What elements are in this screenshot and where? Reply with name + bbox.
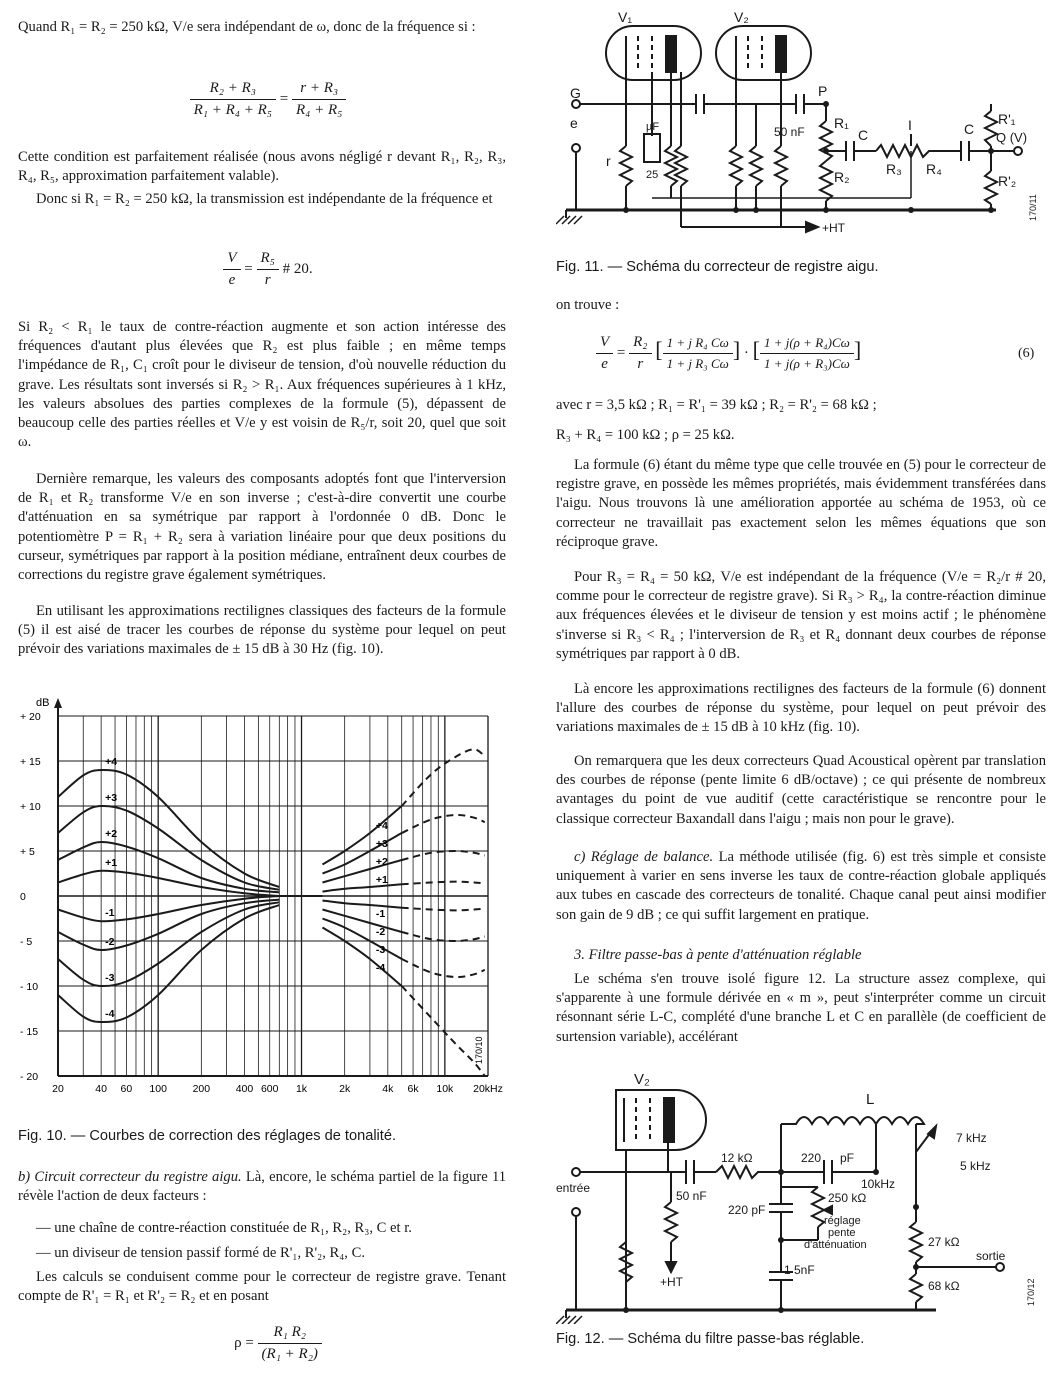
bass-curve-label: -1 <box>105 907 115 920</box>
label-pente: pente <box>828 1227 856 1239</box>
tube-anode <box>664 1098 674 1142</box>
label-e: e <box>570 115 578 131</box>
treble-curve-dashed <box>402 749 485 806</box>
eq2-lhs-numerator: V <box>223 250 240 270</box>
bass-curve-label: +1 <box>105 856 118 869</box>
label-v2: V₂ <box>734 9 749 25</box>
label-reglage: réglage <box>824 1215 861 1227</box>
treble-curve-dashed <box>402 851 485 860</box>
paragraph-5: Dernière remarque, les valeurs des composants adoptés font que l'interversion de R₁ et R₂ transforme V/e en son inverse ; c'est-à-dire convertit une courbe d'atténuation en sa symétrique par rapport à l'ordonnée 0 dB. Donc le potentiomètre P = R₁ + R₂ sera à variation linéaire pour que deux positions du curseur, symétriques par rapport à la position médiane, entraînent deux courbes de corrections du registre grave également symétriques. <box>18 471 506 584</box>
section-heading-3: 3. Filtre passe-bas à pente d'atténuation réglable <box>574 947 862 963</box>
resistor-r1 <box>820 121 832 161</box>
label-10khz: 10kHz <box>861 1177 896 1191</box>
label-p: P <box>818 83 828 99</box>
bullet-1: — une chaîne de contre-réaction constituée de R₁, R₂, R₃, C et r. <box>36 1220 412 1236</box>
inductor-l <box>781 1117 924 1124</box>
eq6-b-denominator: 1 + j R₃ Cω <box>666 356 729 371</box>
label-sortie: sortie <box>976 1249 1006 1263</box>
label-g: G <box>570 85 581 101</box>
right-paragraph-7: On remarquera que les deux correcteurs Quad Acoustical opèrent par translation des courbes de réponse (pente limite 6 dB/octave) ; ce qui présente de nombreux avantages du point de vue auditif (cette caractéristique se rencontre pour le classique correcteur Baxandall dans l'aigu ; mais non pour le grave). <box>556 753 1046 827</box>
treble-curve-dashed <box>402 932 485 941</box>
eq6-a-numerator: R₂ <box>629 334 651 354</box>
anode-resistor-v2 <box>775 146 787 186</box>
ht-arrow <box>666 1262 676 1272</box>
treble-curve-label: +2 <box>375 856 388 868</box>
paragraph-4: Si R₂ < R₁ le taux de contre-réaction augmente et son action intéresse des fréquences d'autant plus élevées que R₂ est plus faible ; en même temps l'impédance de R₁, C₁ croît pour le diviseur de tension, d'où nouvelle réduction du grave. Les résultats sont inversés si R₂ > R₁. Aux fréquences supérieures à 1 kHz, les valeurs absolues des parties complexes de la formule (5), dépassent de beaucoup celle des parties réelles et V/e y est voisin de R₅/r, soit 20, quel que soit ω. <box>18 319 506 451</box>
right-paragraph-8-heading: c) Réglage de balance. <box>574 849 714 865</box>
tube-v2 <box>616 1090 706 1150</box>
equation-1: $\frac{\text{R₂ + R₃}}{\text{R₁ + R₄ + R₅}}$ = $\frac{\text{r + R₃}}{\text{R₄ + R₅}}$ <box>138 80 398 119</box>
y-tick-label: - 5 <box>20 936 33 948</box>
treble-curve-label: -4 <box>375 962 386 974</box>
right-paragraph-5: Pour R₃ = R₄ = 50 kΩ, V/e est indépendant de la fréquence (V/e = R₂/r # 20, comme pour le correcteur de registre grave). Si R₃ > R₄, la contre-réaction diminue aux fréquences élevées et le diviseur de tension y est moins actif ; le phénomène s'inverse si R₃ < R₄ ; l'interversion de R₃ et R₄ donnant deux courbes de réponse symétriques par rapport à 0 dB. <box>556 569 1046 662</box>
fig11-caption: Fig. 11. — Schéma du correcteur de registre aigu. <box>556 259 879 275</box>
label-1-5nf: 1 5nF <box>784 1263 815 1277</box>
treble-curve <box>322 901 401 908</box>
ground-hatch <box>556 1316 582 1324</box>
label-250k: 250 kΩ <box>828 1191 867 1205</box>
label-c-right: C <box>964 121 975 137</box>
resistor-r2 <box>820 161 832 201</box>
resistor-12k <box>716 1166 781 1178</box>
treble-curve <box>322 910 401 933</box>
y-tick-label: + 10 <box>20 801 41 813</box>
eq6-c-denominator: 1 + j(ρ + R₃)Cω <box>763 356 850 371</box>
paragraph-2: Cette condition est parfaitement réalisée (nous avons négligé r devant R₁, R₂, R₃, R₄, R₅, approximation parfaitement valable). <box>18 149 506 185</box>
label-v1: V₁ <box>618 9 633 25</box>
eq1-lhs-denominator: R₁ + R₄ + R₅ <box>193 102 273 118</box>
label-220: 220 <box>801 1151 822 1165</box>
label-68k: 68 kΩ <box>928 1279 960 1293</box>
fig12-schematic <box>556 1062 1046 1324</box>
pot-250k <box>812 1187 824 1227</box>
paragraph-1: Quand R₁ = R₂ = 250 kΩ, V/e sera indépendant de ω, donc de la fréquence si : <box>18 19 476 35</box>
label-50nf: 50 nF <box>774 125 805 139</box>
right-paragraph-8 <box>556 848 1046 925</box>
response-curve-chart <box>18 690 508 1115</box>
label-r1: R₁ <box>834 115 849 131</box>
x-tick-label: 40 <box>95 1083 107 1095</box>
eq2-lhs-denominator: e <box>228 272 236 288</box>
eq6-lhs-denominator: e <box>601 356 608 372</box>
label-25: 25 <box>646 169 659 181</box>
equation-3 <box>198 1324 358 1363</box>
y-tick-label: - 20 <box>20 1071 39 1083</box>
chart-curves <box>58 749 485 1076</box>
bass-curve-label: +2 <box>105 828 118 840</box>
treble-curve-dashed <box>402 882 485 885</box>
grid-resistor-v2 <box>750 146 762 186</box>
tube-v2 <box>716 26 811 80</box>
label-r2: R₂ <box>834 169 850 185</box>
paragraph-3: Donc si R₁ = R₂ = 250 kΩ, la transmission est indépendante de la fréquence et <box>36 191 493 207</box>
eq3-denominator: (R₁ + R₂) <box>261 1346 318 1362</box>
treble-curve <box>322 860 401 883</box>
resistor-27k <box>910 1222 922 1262</box>
x-tick-label: 2k <box>339 1083 351 1095</box>
eq3-lhs: ρ = <box>234 1334 254 1351</box>
paragraph-7-heading: b) Circuit correcteur du registre aigu. <box>18 1169 242 1185</box>
y-tick-label: + 5 <box>20 846 35 858</box>
paragraph-6: En utilisant les approximations rectilignes classiques des facteurs de la formule (5) il est aisé de tracer les courbes de réponse du système pour lequel on peut prévoir des variations maximales de ± 15 dB à 30 Hz (fig. 10). <box>18 603 506 658</box>
right-paragraph-8-body: La méthode utilisée (fig. 6) est très simple et consiste uniquement à varier en sens inverse les taux de contre-réaction globale appliqués aux tubes en cascade des correcteurs de tonalité. Chaque canal peut ainsi modifier son gain de 9 dB ; ce qui suffit largement en pratique. <box>556 849 1046 923</box>
bass-curve <box>58 842 279 892</box>
label-uf: µF <box>646 121 660 133</box>
y-tick-label: - 15 <box>20 1026 39 1038</box>
paragraph-7-body: Là, encore, le schéma partiel de la figure 11 révèle l'action de deux facteurs : <box>18 1169 506 1205</box>
eq1-rhs-numerator: r + R₃ <box>292 80 346 100</box>
eq2-rhs-denominator: r <box>264 272 271 288</box>
right-paragraph-2: avec r = 3,5 kΩ ; R₁ = R'₁ = 39 kΩ ; R₂ = R'₂ = 68 kΩ ; <box>556 397 877 413</box>
label-50nf: 50 nF <box>676 1189 707 1203</box>
ht-arrow <box>806 222 818 232</box>
eq2-approx: # 20. <box>282 260 313 277</box>
label-entree: entrée <box>556 1181 591 1195</box>
y-tick-label: + 20 <box>20 711 41 723</box>
resistor-r <box>620 146 632 186</box>
treble-curve-label: -1 <box>375 908 386 920</box>
fig10-caption: Fig. 10. — Courbes de correction des réglages de tonalité. <box>18 1128 397 1144</box>
label-pf: pF <box>840 1151 855 1165</box>
input-terminal-e <box>572 144 580 152</box>
label-ht: +HT <box>822 221 846 235</box>
x-tick-label: 20kHz <box>473 1083 503 1095</box>
right-paragraph-4: La formule (6) étant du même type que celle trouvée en (5) pour le correcteur de registre grave, en possède les mêmes propriétés, mais évidemment transférées dans l'aigu. Nous trouvons là une amélioration apportée au schéma de 1953, où ce correcteur ne travaillait pas exactement selon les mêmes équations que son réciproque grave. <box>556 457 1046 550</box>
bass-curve <box>58 905 279 1022</box>
treble-curve-dashed <box>402 959 485 977</box>
eq3-numerator: R₁ R₂ <box>258 1324 322 1344</box>
right-paragraph-1: on trouve : <box>556 297 620 313</box>
label-7khz: 7 kHz <box>956 1131 987 1145</box>
right-paragraph-6: Là encore les approximations rectilignes des facteurs de la formule (6) donnent l'allure des courbes de réponse du système, pour lequel on peut prévoir des variations maximales de ± 15 dB à 10 kHz (fig. 10). <box>556 681 1046 736</box>
x-tick-label: 6k <box>407 1083 419 1095</box>
pot-wiper <box>824 1206 832 1214</box>
fig10-ref: 170/10 <box>474 1036 484 1064</box>
capacitor-25uf <box>644 134 660 162</box>
x-tick-label: 200 <box>192 1083 211 1095</box>
treble-curve-dashed <box>402 815 485 833</box>
label-attenuation: d'atténuation <box>804 1239 867 1251</box>
bass-curve-label: -2 <box>105 936 115 948</box>
label-c-left: C <box>858 127 869 143</box>
eq6-lhs-numerator: V <box>596 334 613 354</box>
equation-2: $\frac{V}{e}$ = $\frac{\text{R₅}}{r}$ # 20. <box>178 250 358 289</box>
label-v2: V₂ <box>634 1071 650 1088</box>
eq2-rhs-numerator: R₅ <box>257 250 279 270</box>
output-terminal-q <box>1014 147 1022 155</box>
label-27k: 27 kΩ <box>928 1235 960 1249</box>
ground-hatch <box>556 216 582 224</box>
bass-curve <box>58 902 279 986</box>
x-tick-label: 60 <box>120 1083 133 1095</box>
label-5khz: 5 kHz <box>960 1159 991 1173</box>
output-terminal <box>996 1263 1004 1271</box>
bass-curve-label: -3 <box>105 972 115 984</box>
label-r2-prime: R'₂ <box>998 173 1017 189</box>
y-tick-label: + 15 <box>20 756 41 768</box>
tap-arrow <box>928 1126 936 1138</box>
plate-resistor <box>665 1202 677 1242</box>
treble-curve-label: +3 <box>375 838 388 850</box>
input-terminal <box>572 1168 580 1176</box>
label-r4: R₄ <box>926 161 942 177</box>
fig11-schematic <box>556 6 1046 246</box>
eq6-a-denominator: r <box>637 356 644 372</box>
x-tick-label: 4k <box>382 1083 394 1095</box>
y-axis-label: dB <box>36 697 50 709</box>
bass-curve <box>58 900 279 950</box>
label-ht: +HT <box>660 1275 684 1289</box>
equation-6: $\frac{V}{e}$ = $\frac{\text{R₂}}{r}$ [ $\frac{\text{1 + j R₄ Cω}}{\text{1 + j R₃ Cω}}$ ] · [ $\frac{\text{1 + j(ρ + R₄)Cω}}{\text{1 + j(ρ + R₃)Cω}}$ ] <box>596 334 1036 373</box>
eq1-rhs-denominator: R₄ + R₅ <box>295 102 343 118</box>
paragraph-7 <box>18 1168 506 1206</box>
bass-curve-label: -4 <box>105 1008 115 1020</box>
y-axis-arrow <box>54 698 62 708</box>
treble-curve-label: +1 <box>375 874 388 886</box>
label-r: r <box>606 153 611 169</box>
tube-v1 <box>606 26 701 80</box>
label-i: I <box>908 117 912 133</box>
x-tick-label: 400 <box>235 1083 254 1095</box>
treble-curve <box>322 884 401 891</box>
fig12-caption: Fig. 12. — Schéma du filtre passe-bas réglable. <box>556 1331 865 1347</box>
treble-curve-label: -3 <box>375 944 386 956</box>
input-ground-terminal <box>572 1208 580 1216</box>
input-terminal-g <box>572 100 580 108</box>
x-tick-label: 1k <box>295 1083 308 1095</box>
paragraph-8: Les calculs se conduisent comme pour le correcteur de registre grave. Tenant compte de R'₁ = R₁ et R'₂ = R₂ et en posant <box>18 1269 506 1305</box>
label-12k: 12 kΩ <box>721 1151 753 1165</box>
cathode-resistor-v2 <box>730 146 742 186</box>
label-220pf-shunt: 220 pF <box>728 1203 766 1217</box>
y-tick-label: 0 <box>20 891 26 903</box>
tube-v2-anode <box>776 36 786 72</box>
bass-curve-label: +3 <box>105 792 118 804</box>
bullet-2: — un diviseur de tension passif formé de R'₁, R'₂, R₄, C. <box>36 1245 365 1261</box>
right-paragraph-3: R₃ + R₄ = 100 kΩ ; ρ = 25 kΩ. <box>556 427 735 443</box>
treble-curve-dashed <box>402 908 485 911</box>
x-tick-label: 20 <box>52 1083 64 1095</box>
treble-curve-label: -2 <box>375 926 386 938</box>
eq1-lhs-numerator: R₂ + R₃ <box>190 80 276 100</box>
right-paragraph-9: Le schéma s'en trouve isolé figure 12. La structure assez complexe, qui s'apparente à une formule dérivée en « m », peut s'interpréter comme un circuit résonnant série L-C, complété d'une branche L et C en parallèle (de coefficient de surtension variable), accélérant <box>556 971 1046 1045</box>
bass-curve <box>58 770 279 887</box>
y-tick-label: - 10 <box>20 981 39 993</box>
label-r3: R₃ <box>886 161 902 177</box>
fig11-ref: 170/11 <box>1028 194 1038 221</box>
label-q-output: Q (V) <box>996 130 1028 145</box>
treble-curve-label: +4 <box>375 820 388 832</box>
label-l: L <box>866 1091 875 1108</box>
bass-curve <box>58 806 279 890</box>
label-r1-prime: R'₁ <box>998 111 1016 127</box>
eq6-b-numerator: 1 + j R₄ Cω <box>663 335 733 354</box>
eq6-c-numerator: 1 + j(ρ + R₄)Cω <box>760 335 854 354</box>
x-tick-label: 100 <box>149 1083 167 1095</box>
fig12-ref: 170/12 <box>1026 1278 1036 1306</box>
x-tick-label: 600 <box>260 1083 279 1095</box>
resistor-r2-prime <box>985 171 997 204</box>
bass-curve-label: +4 <box>105 756 118 768</box>
eq6-number: (6) <box>1018 346 1035 361</box>
tube-v1-anode <box>666 36 676 72</box>
x-tick-label: 10k <box>436 1083 454 1095</box>
resistor-68k <box>910 1274 922 1302</box>
